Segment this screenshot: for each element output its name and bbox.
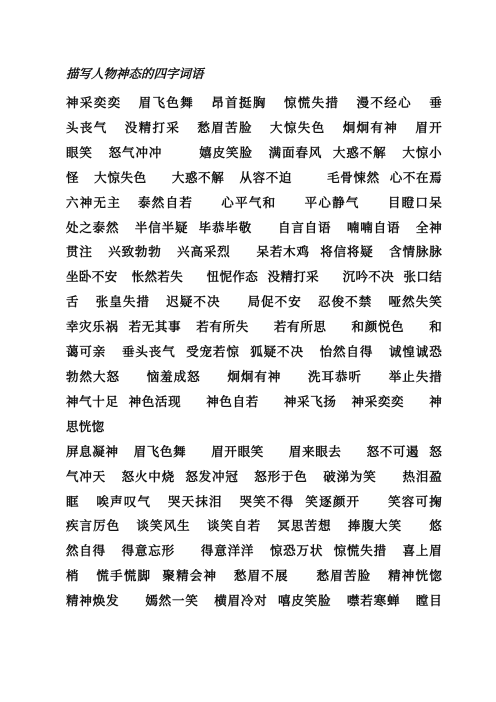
text-line: 幸灾乐祸 若无其事 若有所失 若有所思 和颜悦色 和 xyxy=(66,319,442,335)
text-line: 头丧气 没精打采 愁眉苦脸 大惊失色 炯炯有神 眉开 xyxy=(66,119,442,135)
text-line: 蔼可亲 垂头丧气 受宠若惊 狐疑不决 怡然自得 诚惶诚恐 xyxy=(66,344,442,360)
document-title: 描写人物神态的四字词语 xyxy=(66,66,204,81)
text-line: 坐卧不安 怅然若失 忸怩作态 没精打采 沉吟不决 张口结 xyxy=(66,269,442,285)
text-line: 梢 慌手慌脚 聚精会神 愁眉不展 愁眉苦脸 精神恍惚 xyxy=(66,568,442,584)
text-line: 然自得 得意忘形 得意洋洋 惊恐万状 惊慌失措 喜上眉 xyxy=(66,543,442,559)
text-line: 怪 大惊失色 大惑不解 从容不迫 毛骨悚然 心不在焉 xyxy=(66,169,442,185)
text-line: 眶 唉声叹气 哭天抹泪 哭笑不得 笑逐颜开 笑容可掬 xyxy=(66,493,442,509)
text-line: 思恍惚 xyxy=(66,418,105,434)
text-line: 六神无主 泰然自若 心平气和 平心静气 目瞪口呆 xyxy=(66,194,442,210)
text-line: 神气十足 神色活现 神色自若 神采飞扬 神采奕奕 神 xyxy=(66,393,442,409)
text-line: 神采奕奕 眉飞色舞 昂首挺胸 惊慌失措 漫不经心 垂 xyxy=(66,95,442,110)
text-line: 处之泰然 半信半疑 毕恭毕敬 自言自语 喃喃自语 全神 xyxy=(66,219,442,235)
text-line: 疾言厉色 谈笑风生 谈笑自若 冥思苦想 捧腹大笑 悠 xyxy=(66,518,442,534)
text-line: 眼笑 怒气冲冲 嬉皮笑脸 满面春风 大惑不解 大惊小 xyxy=(66,144,442,160)
text-line: 贯注 兴致勃勃 兴高采烈 呆若木鸡 将信将疑 含情脉脉 xyxy=(66,244,442,260)
document-body xyxy=(66,91,442,614)
text-line: 气冲天 怒火中烧 怒发冲冠 怒形于色 破涕为笑 热泪盈 xyxy=(66,468,442,484)
text-line: 舌 张皇失措 迟疑不决 局促不安 忍俊不禁 哑然失笑 xyxy=(66,294,442,310)
text-line: 屏息凝神 眉飞色舞 眉开眼笑 眉来眼去 怒不可遏 怒 xyxy=(66,443,442,459)
text-line: 勃然大怒 恼羞成怒 炯炯有神 洗耳恭听 举止失措 xyxy=(66,368,442,384)
text-line: 精神焕发 嫣然一笑 横眉冷对 嘻皮笑脸 噤若寒蝉 瞠目 xyxy=(66,593,442,609)
document-page xyxy=(66,65,442,614)
